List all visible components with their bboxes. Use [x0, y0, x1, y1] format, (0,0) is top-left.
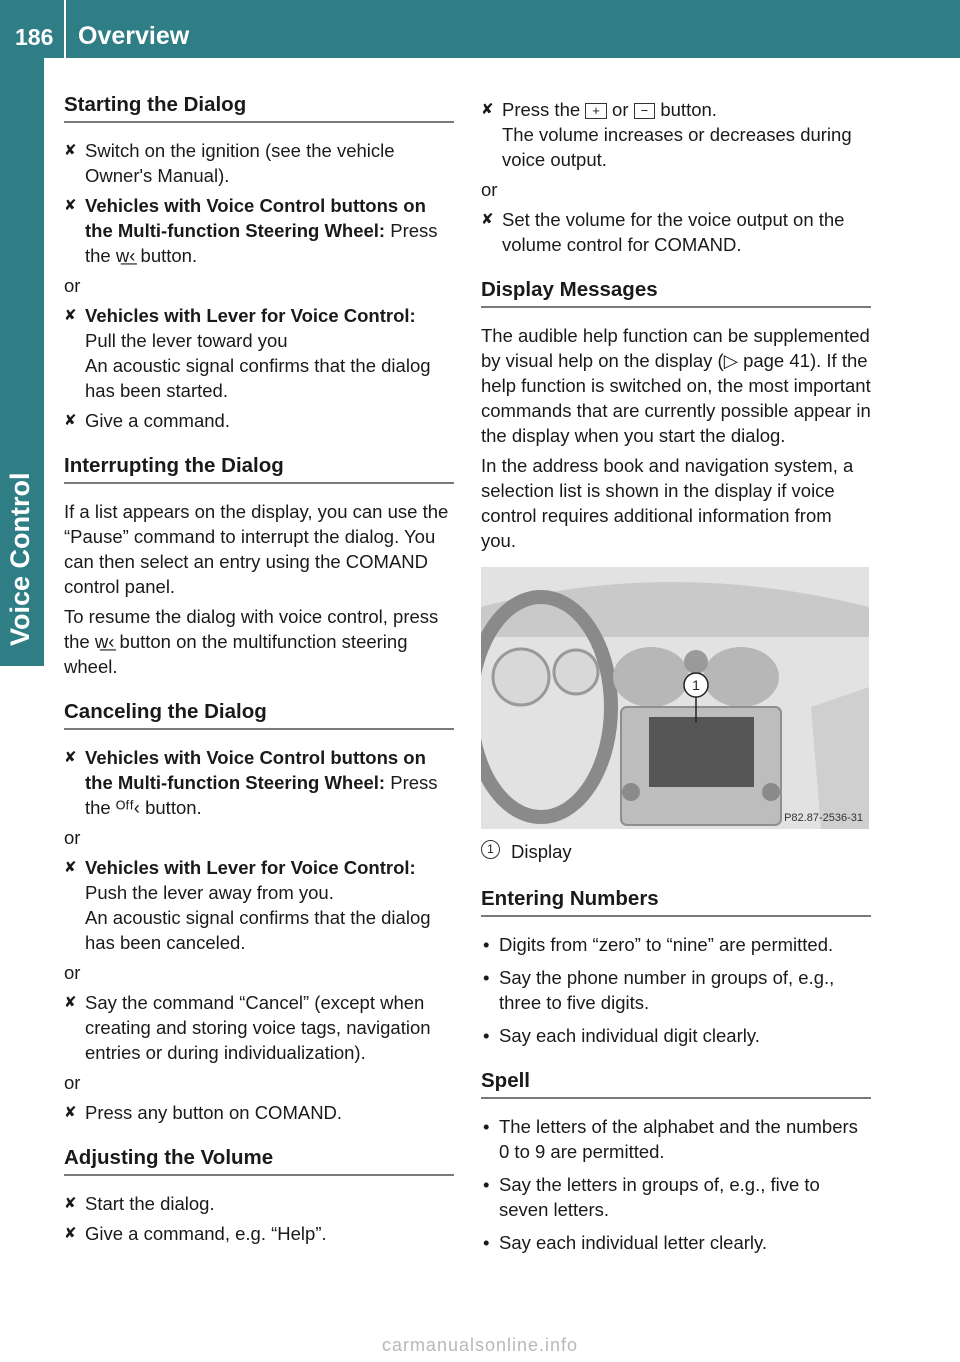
step: ✘ Give a command, e.g. “Help”.	[64, 1223, 327, 1244]
step-arrow-icon: ✘	[64, 859, 77, 876]
step-arrow-icon: ✘	[64, 1195, 77, 1212]
step-arrow-icon: ✘	[64, 412, 77, 429]
heading-interrupting-dialog: Interrupting the Dialog	[64, 453, 454, 484]
step: ✘ Start the dialog.	[64, 1193, 215, 1214]
step-arrow-icon: ✘	[64, 197, 77, 214]
paragraph: In the address book and navigation system, a selection list is shown in the display if voice control requires additional information from you.	[481, 455, 854, 551]
right-column	[481, 97, 871, 1263]
step-arrow-icon: ✘	[64, 1225, 77, 1242]
or-text: or	[481, 179, 498, 200]
bullet-item: • Say the phone number in groups of, e.g., three to five digits.	[483, 967, 835, 1013]
step: ✘ Switch on the ignition (see the vehicle Owner's Manual).	[64, 140, 395, 186]
heading-adjusting-volume: Adjusting the Volume	[64, 1145, 454, 1176]
step: ✘ Vehicles with Voice Control buttons on the Multi-function Steering Wheel: Press the w͟‹ button.	[64, 195, 438, 266]
photo-caption: 1 Display	[481, 839, 871, 864]
voice-button-icon: w͟‹	[115, 245, 136, 266]
step: ✘ Press any button on COMAND.	[64, 1102, 343, 1123]
plus-button-icon: +	[585, 103, 607, 119]
photo-code: P82.87-2536-31	[784, 812, 863, 824]
or-text: or	[64, 962, 81, 983]
heading-canceling-dialog: Canceling the Dialog	[64, 699, 454, 730]
bullet-item: • Say each individual digit clearly.	[483, 1025, 760, 1046]
bullet-item: • Say the letters in groups of, e.g., five to seven letters.	[483, 1174, 820, 1220]
step: ✘ Set the volume for the voice output on the volume control for COMAND.	[481, 209, 845, 255]
heading-display-messages: Display Messages	[481, 277, 871, 308]
step: ✘ Say the command “Cancel” (except when creating and storing voice tags, navigation entries or during individualization).	[64, 992, 431, 1063]
or-text: or	[64, 827, 81, 848]
or-text: or	[64, 275, 81, 296]
paragraph: If a list appears on the display, you can use the “Pause” command to interrupt the dialog. You can then select an entry using the COMAND control panel.	[64, 501, 449, 597]
step: ✘ Vehicles with Voice Control buttons on the Multi-function Steering Wheel: Press the ᴼᶠᶠ‹ button.	[64, 747, 438, 818]
callout-number: 1	[481, 840, 500, 859]
step-arrow-icon: ✘	[64, 749, 77, 766]
chapter-label: Voice Control	[5, 472, 35, 646]
dashboard-photo	[481, 567, 869, 829]
page-number: 186	[15, 24, 54, 50]
step-arrow-icon: ✘	[64, 142, 77, 159]
left-column	[64, 92, 454, 1251]
paragraph: To resume the dialog with voice control, press the w͟‹ button on the multifunction steering wheel.	[64, 606, 439, 677]
voice-button-icon: w͟‹	[94, 631, 115, 652]
page-reference: ▷ page 41	[723, 350, 810, 371]
heading-entering-numbers: Entering Numbers	[481, 886, 871, 917]
step-arrow-icon: ✘	[481, 101, 494, 118]
photo-callout: 1	[692, 677, 700, 693]
bullet-item: • The letters of the alphabet and the numbers 0 to 9 are permitted.	[483, 1116, 858, 1162]
bullet-item: • Say each individual letter clearly.	[483, 1232, 768, 1253]
voice-off-button-icon: ᴼᶠᶠ‹	[115, 797, 140, 818]
section-title: Overview	[78, 22, 190, 50]
step-arrow-icon: ✘	[64, 1104, 77, 1121]
heading-starting-dialog: Starting the Dialog	[64, 92, 454, 123]
step: ✘ Vehicles with Lever for Voice Control: Push the lever away from you. An acoustic signal confirms that the dialog has been canceled.	[64, 857, 431, 953]
bullet-item: • Digits from “zero” to “nine” are permitted.	[483, 934, 834, 955]
minus-button-icon: −	[634, 103, 656, 119]
paragraph: The audible help function can be supplemented by visual help on the display (▷ page 41). If the help function is switched on, the most important commands that are currently possible appear in the display when you start the dialog.	[481, 325, 871, 446]
chapter-tab	[0, 58, 44, 666]
or-text: or	[64, 1072, 81, 1093]
step-arrow-icon: ✘	[64, 994, 77, 1011]
step-arrow-icon: ✘	[64, 307, 77, 324]
step: ✘ Press the + or − button. The volume increases or decreases during voice output.	[481, 99, 852, 170]
heading-spell: Spell	[481, 1068, 871, 1099]
step-arrow-icon: ✘	[481, 211, 494, 228]
dashboard-illustration	[481, 567, 869, 829]
watermark: carmanualsonline.info	[381, 1335, 579, 1355]
step: ✘ Give a command.	[64, 410, 230, 431]
step: ✘ Vehicles with Lever for Voice Control: Pull the lever toward you An acoustic signal confirms that the dialog has been started.	[64, 305, 431, 401]
header-divider	[64, 0, 66, 58]
page-header	[0, 0, 960, 58]
